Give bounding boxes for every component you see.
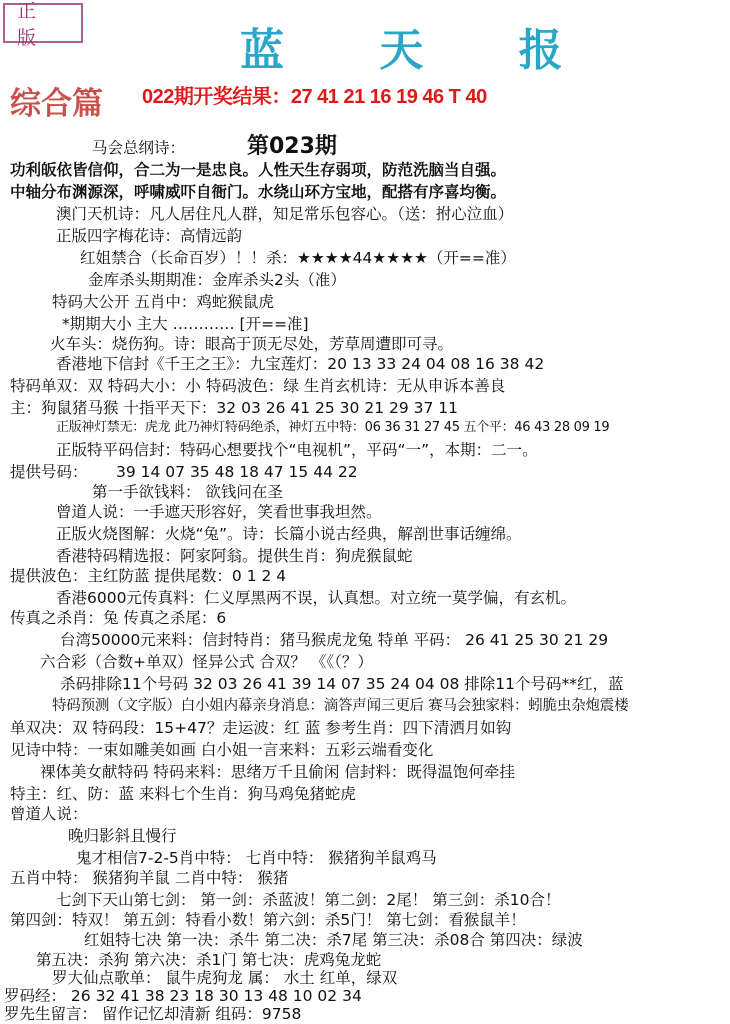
text-line: 罗先生留言： 留作记忆却清新 组码：9758: [4, 1005, 302, 1023]
text-line: 七剑下天山第七剑： 第一剑：杀蓝波！第二剑：2尾！ 第三剑：杀10合！: [56, 891, 561, 909]
text-line: 正版特平码信封：特码心想要找个“电视机”，平码“一”，本期：二一。: [56, 441, 538, 459]
previous-result: 022期开奖结果：27 41 21 16 19 46 T 40: [142, 86, 487, 108]
text-line: 杀码排除11个号码 32 03 26 41 39 14 07 35 24 04 08 排除11个号码**红，蓝: [60, 675, 624, 693]
text-line: 金库杀头期期准：金库杀头2头（准）: [88, 271, 346, 289]
text-line: 第四剑：特双！ 第五剑：特看小数！第六剑：杀5门！ 第七剑：看猴鼠羊！: [10, 911, 526, 929]
text-line: 红姐禁合（长命百岁）！！杀：★★★★44★★★★（开==准）: [80, 249, 516, 267]
masthead-title: 蓝 天 报: [240, 25, 603, 76]
text-line: 火车头：烧伤狗。诗：眼高于顶无尽处，芳草周遭即可寻。: [50, 335, 454, 353]
text-line: 红姐特七决 第一决：杀牛 第二决：杀7尾 第三决：杀08合 第四决：绿波: [84, 931, 583, 949]
text-line: 香港6000元传真料：仁义厚黑两不误，认真想。对立统一莫学偏，有玄机。: [56, 589, 576, 607]
text-line: 澳门天机诗：凡人居住凡人群，知足常乐包容心。（送：拊心泣血）: [56, 205, 514, 223]
text-line: 曾道人说：一手遮天形容好，笑看世事我坦然。: [56, 503, 382, 521]
text-line: 正版神灯禁无：虎龙 此乃神灯特码绝杀，神灯五中特：06 36 31 27 45 五个平：46 43 28 09 19: [56, 420, 610, 435]
text-line: 39 14 07 35 48 18 47 15 44 22: [116, 463, 358, 481]
text-line: 传真之杀肖：兔 传真之杀尾：6: [10, 609, 227, 627]
genuine-stamp: 正 版: [3, 3, 83, 43]
text-line: 晚归影斜且慢行: [68, 827, 177, 845]
text-line: 提供号码：: [10, 463, 88, 481]
text-line: 特主：红、防：蓝 来料七个生肖：狗马鸡兔猪蛇虎: [10, 785, 356, 803]
text-line: 特码单双：双 特码大小：小 特码波色：绿 生肖玄机诗：无从申诉本善良: [10, 377, 506, 395]
text-line: 鬼才相信7-2-5肖中特： 七肖中特： 猴猪狗羊鼠鸡马: [76, 849, 437, 867]
text-line: 第一手欲钱料： 欲钱问在圣: [92, 483, 283, 501]
text-line: 单双决：双 特码段：15+47？走运波：红 蓝 参考生肖：四下清洒月如钩: [10, 719, 512, 737]
text-line: 六合彩（合数+单双）怪异公式 合双？ 《《（？）: [40, 653, 373, 671]
text-line: 功利皈依皆信仰，合二为一是忠良。人性天生存弱项，防范洗脑当自强。: [10, 161, 507, 179]
issue-number: 第023期: [247, 134, 337, 159]
text-line: 特码大公开 五肖中：鸡蛇猴鼠虎: [52, 293, 274, 311]
text-line: 五肖中特： 猴猪狗羊鼠 二肖中特： 猴猪: [10, 869, 289, 887]
text-line: 特码预测（文字版）白小姐内幕亲身消息：滴答声闻三更后 赛马会独家料：蚓脆虫杂炮震楼: [52, 698, 629, 714]
text-line: 正版四字梅花诗：高情远韵: [56, 227, 243, 245]
text-line: 台湾50000元来料：信封特肖：猪马猴虎龙兔 特单 平码： 26 41 25 30 21 29: [60, 631, 609, 649]
text-line: 提供波色：主红防蓝 提供尾数：0 1 2 4: [10, 567, 287, 585]
text-line: 第五决：杀狗 第六决：杀1门 第七决：虎鸡兔龙蛇: [36, 951, 382, 969]
text-line: 裸体美女献特码 特码来料：思绪万千且偷闲 信封料：既得温饱何牵挂: [40, 763, 515, 781]
text-line: 马会总纲诗：: [92, 139, 186, 157]
text-line: 主：狗鼠猪马猴 十指平天下：32 03 26 41 25 30 21 29 37 11: [10, 399, 459, 417]
text-line: 香港特码精选报：阿家阿翁。提供生肖：狗虎猴鼠蛇: [56, 547, 413, 565]
text-line: 见诗中特：一束如雕美如画 白小姐一言来料：五彩云端看变化: [10, 741, 434, 759]
text-line: 香港地下信封《千王之王》：九宝莲灯：20 13 33 24 04 08 16 38 42: [56, 355, 545, 373]
text-line: 罗大仙点歌单： 鼠牛虎狗龙 属： 水土 红单，绿双: [52, 969, 398, 987]
text-line: *期期大小 主大 ………… [开==准]: [62, 315, 309, 333]
text-line: 正版火烧图解：火烧“兔”。诗：长篇小说古经典，解剖世事话缠绵。: [56, 525, 522, 543]
text-line: 中轴分布渊源深，呼啸威吓自衙门。水绕山环方宝地，配搭有序喜均衡。: [10, 183, 507, 201]
text-line: 曾道人说：: [10, 805, 88, 823]
text-line: 罗码经： 26 32 41 38 23 18 30 13 48 10 02 34: [4, 987, 362, 1005]
section-title: 综合篇: [10, 86, 103, 122]
